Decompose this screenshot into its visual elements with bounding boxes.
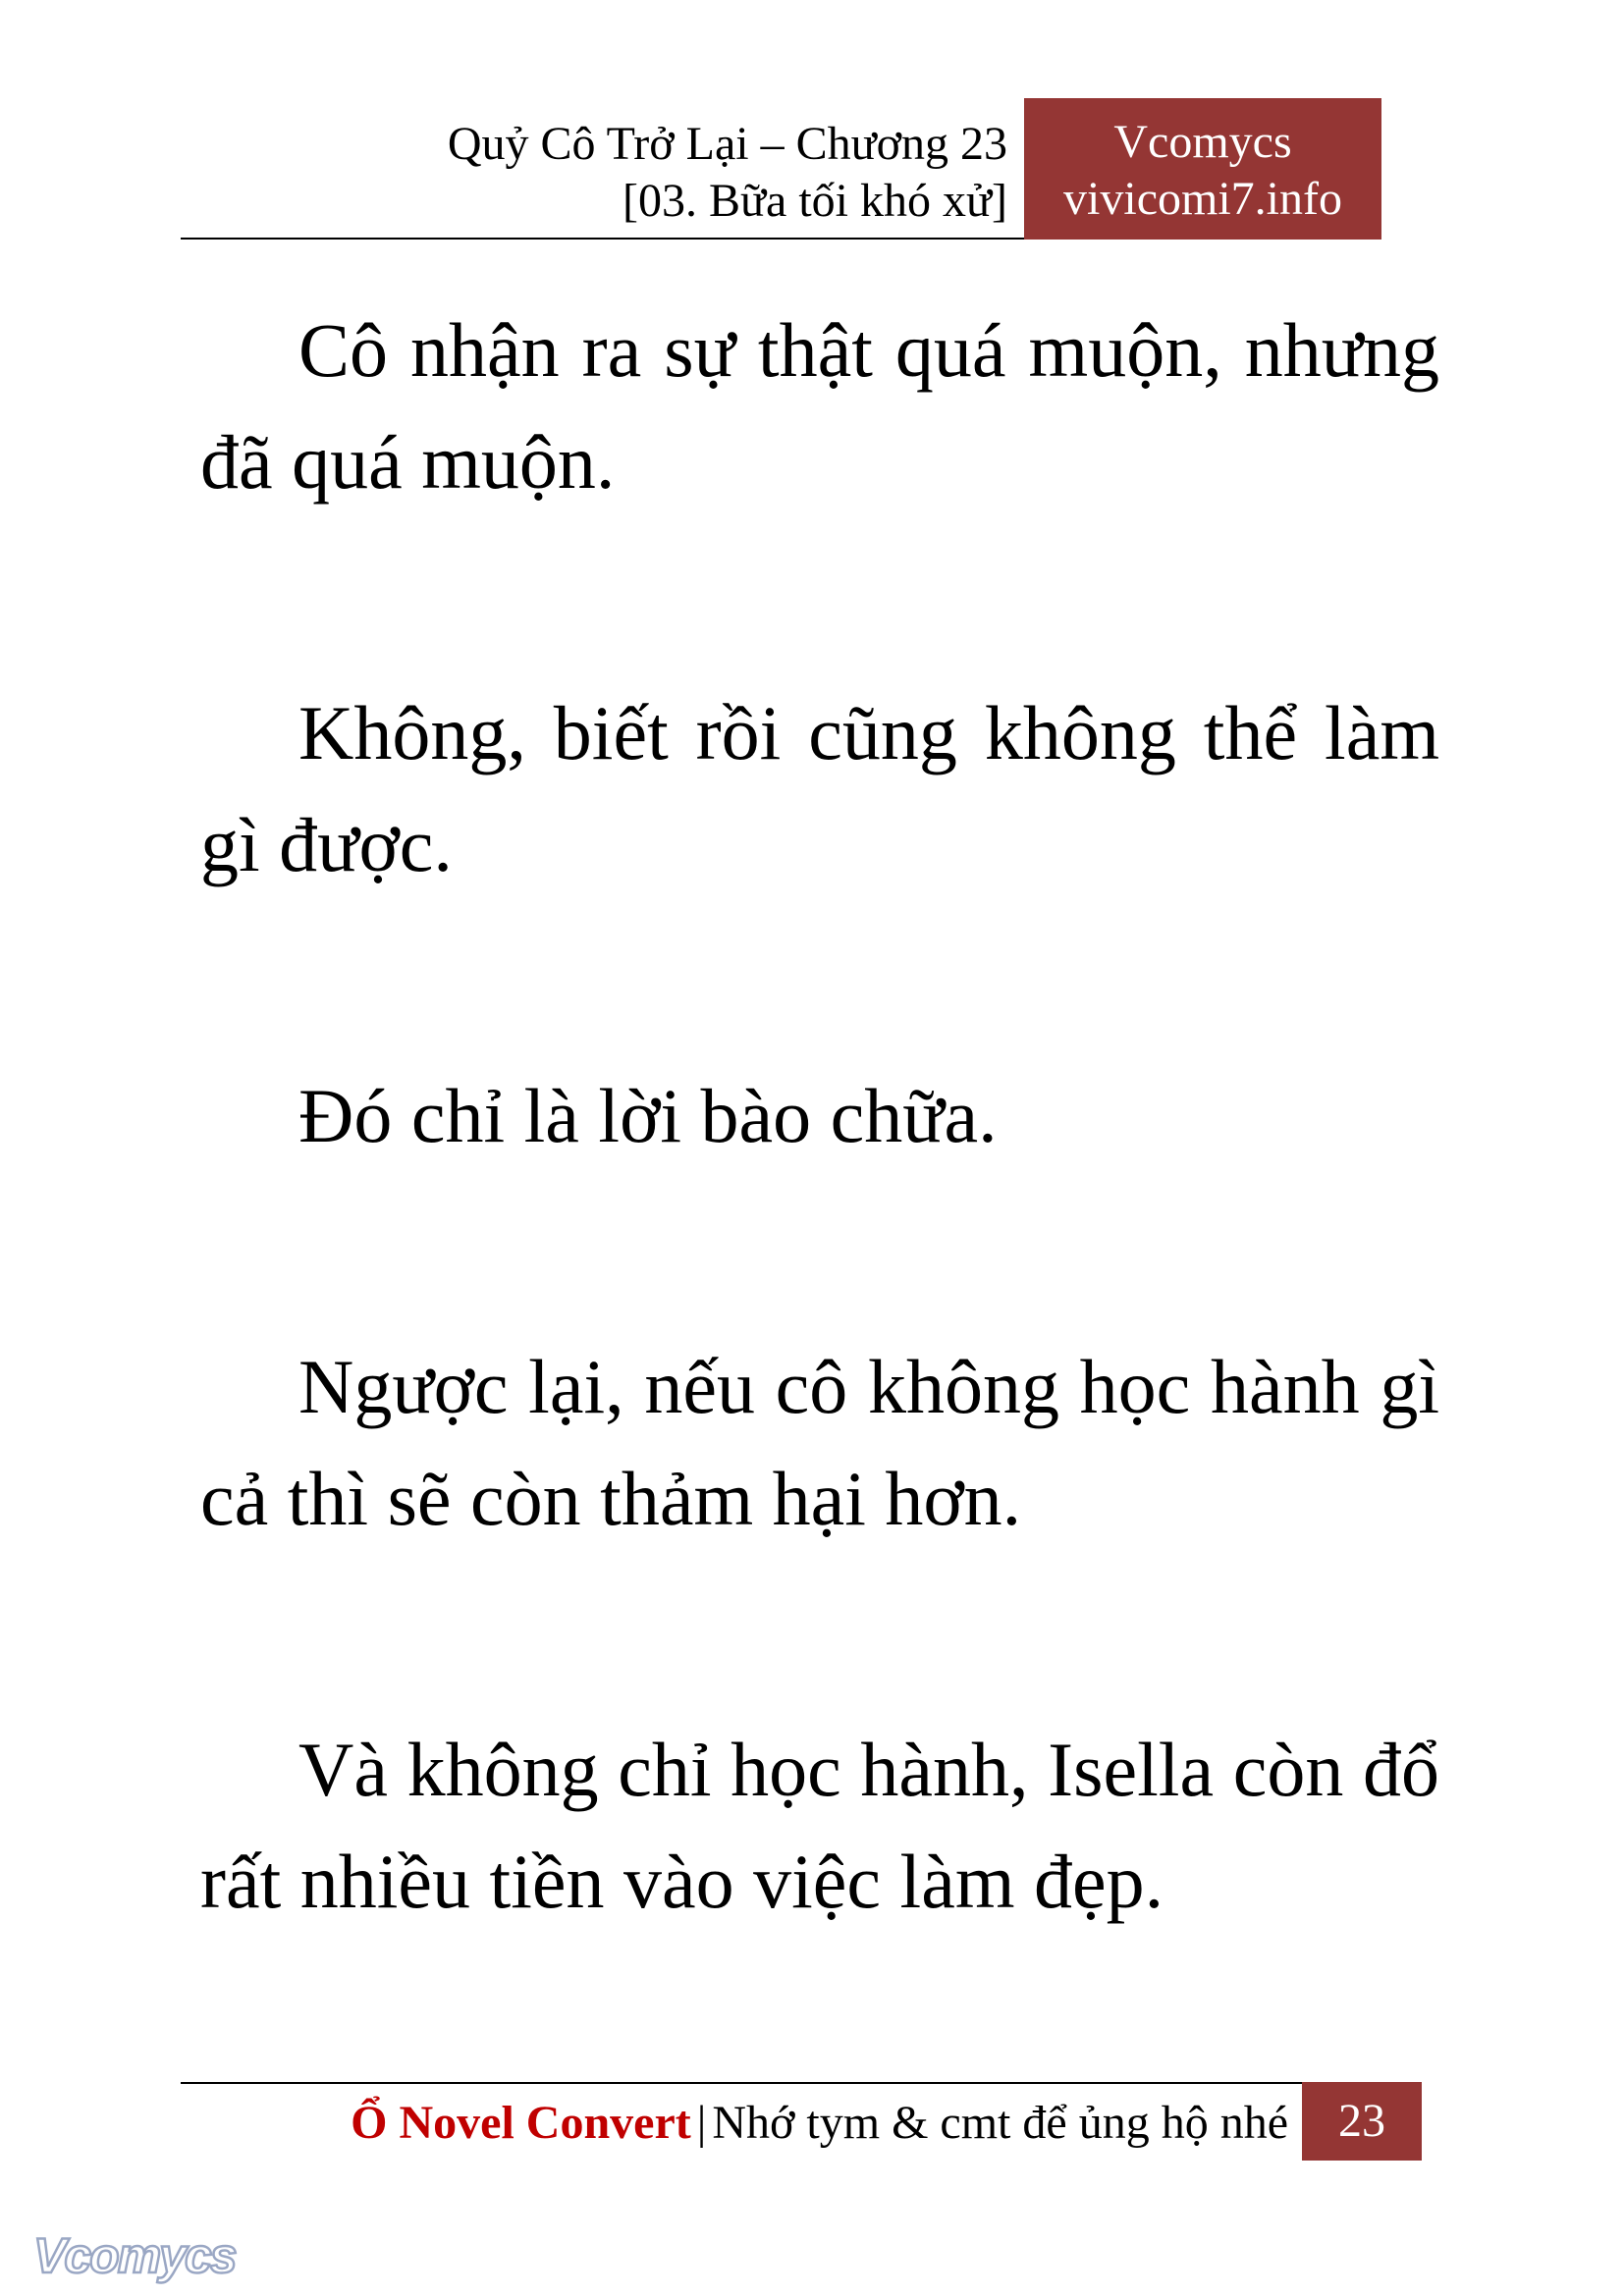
page-number: 23 [1302, 2082, 1422, 2161]
footer-text [351, 2094, 1288, 2153]
header-title-line-1: Quỷ Cô Trở Lại – Chương 23 [447, 118, 1007, 170]
header-divider [181, 238, 1024, 240]
footer-separator: | [696, 2097, 707, 2149]
paragraph-4: Ngược lại, nếu cô không học hành gì cả thì sẽ còn thảm hại hơn. [200, 1344, 1439, 1541]
vcomycs-watermark-logo [29, 2221, 245, 2290]
watermark-text: Vcomycs [33, 2228, 236, 2283]
paragraph-5: Và không chỉ học hành, Isella còn đổ rất nhiều tiền vào việc làm đẹp. [200, 1727, 1439, 1924]
paragraph-1: Cô nhận ra sự thật quá muộn, nhưng đã quá muộn. [200, 307, 1439, 505]
chapter-text [200, 294, 1439, 2097]
header-badge-name: Vcomycs [1113, 116, 1292, 168]
footer-note: Nhớ tym & cmt để ủng hộ nhé [712, 2097, 1288, 2149]
page-header [181, 98, 1381, 240]
header-title-line-2: [03. Bữa tối khó xử] [623, 175, 1007, 227]
page-footer [181, 2082, 1422, 2164]
paragraph-3: Đó chỉ là lời bào chữa. [298, 1073, 998, 1158]
header-badge-site: vivicomi7.info [1063, 173, 1342, 225]
paragraph-2: Không, biết rồi cũng không thể làm gì được. [200, 690, 1439, 887]
header-title [222, 116, 1007, 230]
footer-divider [181, 2082, 1302, 2084]
header-badge [1024, 98, 1381, 240]
footer-brand: Ổ Novel Convert [351, 2097, 691, 2149]
